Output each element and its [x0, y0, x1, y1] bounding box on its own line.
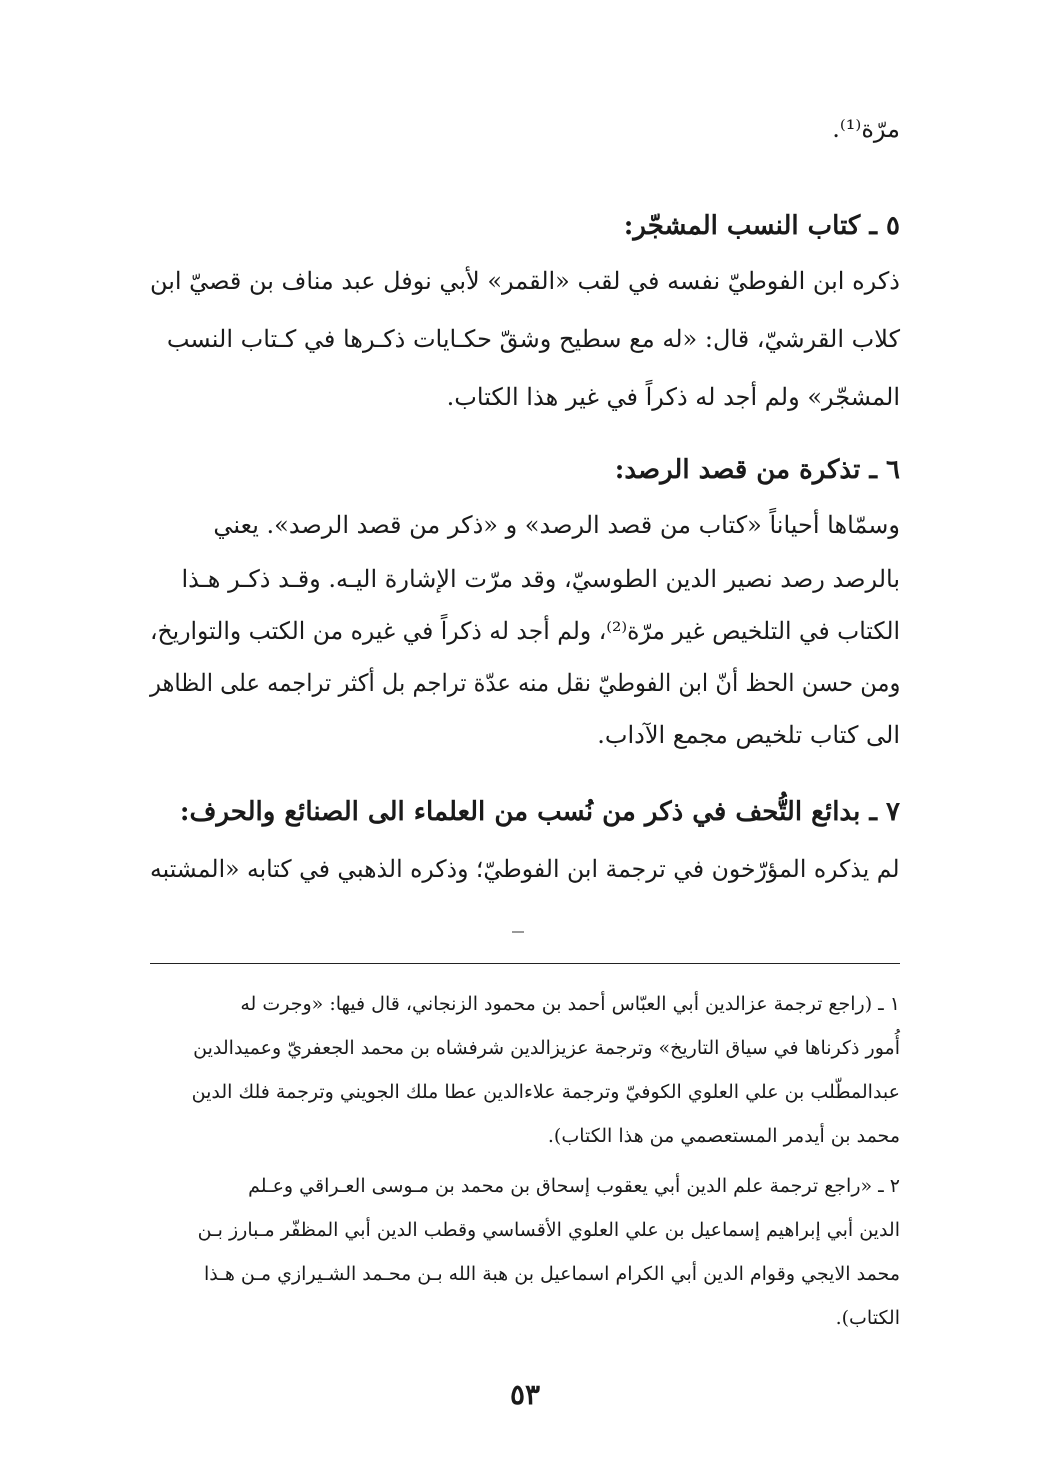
continuation-fragment: مرّة⁽¹⁾.	[832, 115, 900, 143]
footnote-line: ٢ ـ «راجع ترجمة علم الدين أبي يعقوب إسحاق بن محمد بن مـوسى العـراقي وعـلم	[248, 1175, 900, 1197]
footnote-line: الكتاب).	[835, 1307, 900, 1329]
section-heading-5: ٥ ـ كتاب النسب المشجّر:	[623, 211, 900, 241]
paragraph-line: وسمّاها أحياناً «كتاب من قصد الرصد» و «ذكر من قصد الرصد». يعني	[213, 511, 900, 539]
paragraph-line: الى كتاب تلخيص مجمع الآداب.	[597, 721, 900, 749]
footnote-line: عبدالمطّلب بن علي العلوي الكوفيّ وترجمة علاءالدين عطا ملك الجويني وترجمة فلك الدين	[191, 1081, 900, 1103]
footnote-line: ١ ـ (راجع ترجمة عزالدين أبي العبّاس أحمد بن محمود الزنجاني، قال فيها: «وجرت له	[240, 993, 900, 1015]
page-number: ٥٣	[509, 1378, 541, 1411]
paragraph-line: المشجّر» ولم أجد له ذكراً في غير هذا الكتاب.	[446, 383, 900, 411]
paragraph-line: بالرصد رصد نصير الدين الطوسيّ، وقد مرّت الإشارة اليـه. وقـد ذكـر هـذا	[181, 565, 900, 593]
footnote-line: الدين أبي إبراهيم إسماعيل بن علي العلوي الأقساسي وقطب الدين أبي المظفّر مـبارز بـن	[197, 1219, 900, 1241]
footnote-line: محمد بن أيدمر المستعصمي من هذا الكتاب).	[547, 1125, 900, 1147]
footnote-line: أُمور ذكرناها في سياق التاريخ» وترجمة عزيزالدين شرفشاه بن محمد الجعفريّ وعميدالدين	[193, 1037, 900, 1059]
paragraph-line: الكتاب في التلخيص غير مرّة⁽²⁾، ولم أجد له ذكراً في غيره من الكتب والتواريخ،	[149, 617, 900, 645]
section-heading-7: ٧ ـ بدائع التُّحف في ذكر من نُسب من العلماء الى الصنائع والحرف:	[179, 797, 900, 827]
print-speck	[512, 931, 524, 933]
footnote-divider	[150, 963, 900, 964]
paragraph-line: كلاب القرشيّ، قال: «له مع سطيح وشقّ حكـايات ذكـرها في كـتاب النسب	[166, 325, 900, 353]
paragraph-line: ذكره ابن الفوطيّ نفسه في لقب «القمر» لأبي نوفل عبد مناف بن قصيّ ابن	[150, 267, 900, 295]
paragraph-line: ومن حسن الحظ أنّ ابن الفوطيّ نقل منه عدّة تراجم بل أكثر تراجمه على الظاهر	[149, 669, 900, 697]
book-page	[150, 0, 900, 1475]
section-heading-6: ٦ ـ تذكرة من قصد الرصد:	[614, 455, 900, 485]
footnote-line: محمد الايجي وقوام الدين أبي الكرام اسماعيل بن هبة الله بـن محـمد الشـيرازي مـن هـذا	[204, 1263, 900, 1285]
paragraph-line: لم يذكره المؤرّخون في ترجمة ابن الفوطيّ؛ وذكره الذهبي في كتابه «المشتبه	[150, 855, 900, 883]
